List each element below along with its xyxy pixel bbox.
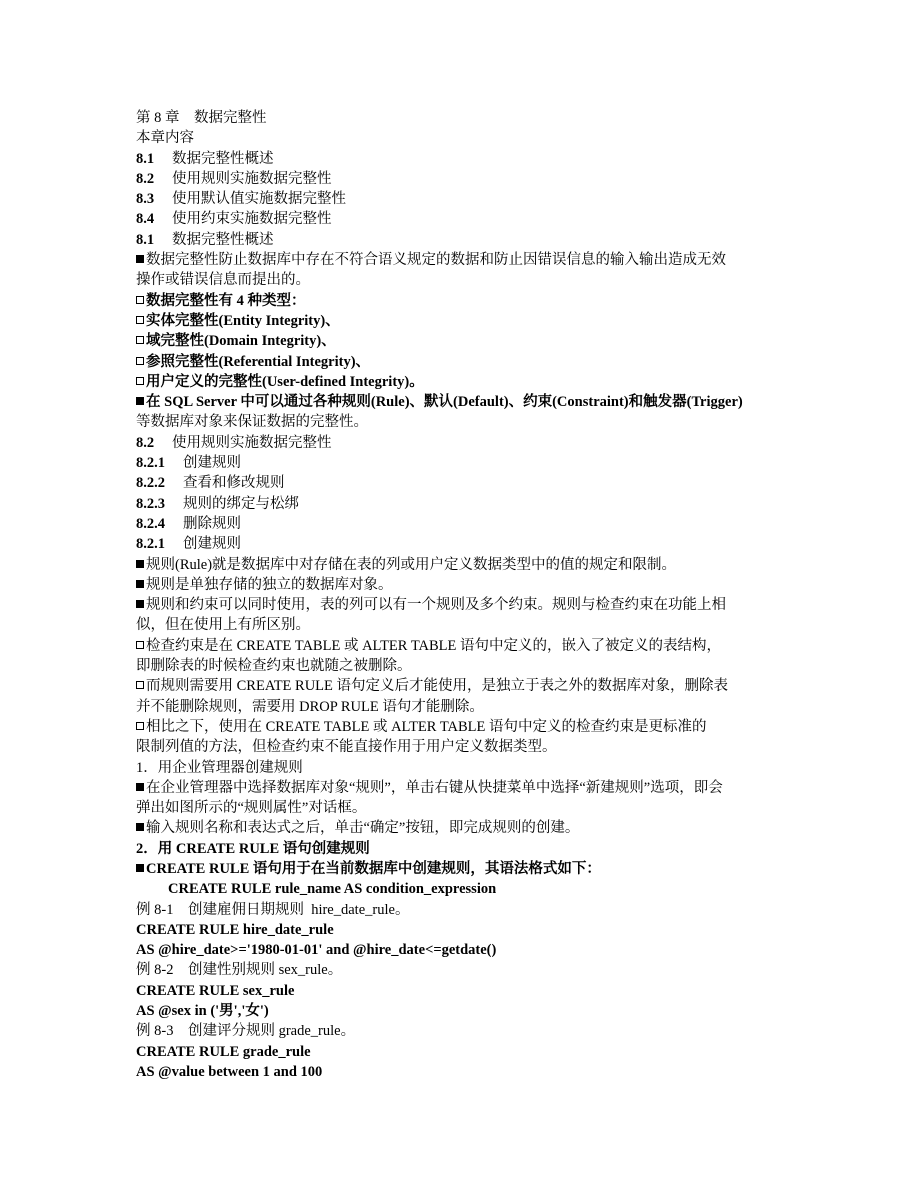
- bullet-line: [136, 575, 796, 595]
- subsection-item: [136, 453, 796, 473]
- bullet-text: CREATE RULE 语句用于在当前数据库中创建规则，其语法格式如下：: [146, 860, 601, 877]
- hollow-square-bullet-icon: [136, 641, 144, 649]
- example-caption: 例 8-3 创建评分规则 grade_rule。: [136, 1023, 356, 1040]
- sub-bullet-text: 而规则需要用 CREATE RULE 语句定义后才能使用，是独立于表之外的数据库对象，删除表: [146, 678, 729, 695]
- sub-bullet-line: [136, 636, 796, 656]
- subsection-title: 创建规则: [183, 536, 241, 553]
- toc-number: 8.2: [136, 170, 155, 187]
- hollow-square-bullet-icon: [136, 681, 144, 689]
- filled-square-bullet-icon: [136, 864, 144, 872]
- section-title: 数据完整性概述: [172, 231, 274, 248]
- code-line: AS @value between 1 and 100: [136, 1063, 323, 1080]
- filled-square-bullet-icon: [136, 560, 144, 568]
- paragraph-line: [136, 392, 796, 412]
- contents-heading: 本章内容: [136, 130, 194, 147]
- subsection-title: 删除规则: [183, 515, 241, 532]
- hollow-square-bullet-icon: [136, 316, 144, 324]
- chapter-title: 第 8 章 数据完整性: [136, 110, 267, 126]
- subsection-item: [136, 473, 796, 493]
- hollow-square-bullet-icon: [136, 722, 144, 730]
- document-page: [136, 108, 796, 1082]
- sub-bullet-line: 限制列值的方法，但检查约束不能直接作用于用户定义数据类型。: [136, 739, 557, 756]
- subsection-title: 规则的绑定与松绑: [183, 495, 299, 512]
- bullet-line: [136, 859, 796, 879]
- list-text: 用户定义的完整性(User-defined Integrity)。: [146, 373, 424, 390]
- section-number: 8.2: [136, 434, 155, 451]
- hollow-square-bullet-icon: [136, 357, 144, 365]
- toc-title: 数据完整性概述: [172, 150, 274, 167]
- toc-item: [136, 149, 796, 169]
- toc-title: 使用默认值实施数据完整性: [172, 191, 346, 208]
- list-text: 参照完整性(Referential Integrity)、: [146, 353, 371, 370]
- filled-square-bullet-icon: [136, 600, 144, 608]
- list-text: 域完整性(Domain Integrity)、: [146, 333, 336, 350]
- toc-item: [136, 209, 796, 229]
- paragraph-line: [136, 250, 796, 270]
- sub-bullet-text: 相比之下，使用在 CREATE TABLE 或 ALTER TABLE 语句中定义的检查约束是更标准的: [146, 718, 707, 735]
- section-title: 使用规则实施数据完整性: [172, 434, 332, 451]
- bullet-line: [136, 555, 796, 575]
- bullet-text: 规则是单独存储的独立的数据库对象。: [146, 576, 393, 593]
- paragraph-text: 数据完整性防止数据库中存在不符合语义规定的数据和防止因错误信息的输入输出造成无效: [146, 252, 726, 269]
- toc-item: [136, 169, 796, 189]
- bullet-line: [136, 778, 796, 798]
- sub-bullet-line: 并不能删除规则，需要用 DROP RULE 语句才能删除。: [136, 698, 484, 715]
- toc-number: 8.4: [136, 211, 155, 228]
- filled-square-bullet-icon: [136, 823, 144, 831]
- subsection-item: [136, 514, 796, 534]
- hollow-square-bullet-icon: [136, 296, 144, 304]
- bullet-line: 弹出如图所示的“规则属性”对话框。: [136, 800, 367, 817]
- bullet-line: [136, 818, 796, 838]
- subsection-title: 查看和修改规则: [183, 475, 285, 492]
- subsection-number: 8.2.4: [136, 515, 165, 532]
- paragraph-text: 在 SQL Server 中可以通过各种规则(Rule)、默认(Default)、约束(Constraint)和触发器(Trigger): [146, 394, 743, 411]
- toc-number: 8.3: [136, 191, 155, 208]
- subsection-number: 8.2.2: [136, 475, 165, 492]
- syntax-code: CREATE RULE rule_name AS condition_expression: [168, 881, 497, 898]
- subsection-title: 创建规则: [183, 455, 241, 472]
- code-line: AS @sex in ('男','女'): [136, 1003, 269, 1020]
- example-caption: 例 8-1 创建雇佣日期规则 hire_date_rule。: [136, 901, 410, 918]
- list-text: 实体完整性(Entity Integrity)、: [146, 312, 340, 329]
- subsection-number: 8.2.1: [136, 536, 165, 553]
- filled-square-bullet-icon: [136, 255, 144, 263]
- code-line: CREATE RULE hire_date_rule: [136, 921, 334, 938]
- list-item: [136, 372, 796, 392]
- bullet-line: 似，但在使用上有所区别。: [136, 617, 310, 634]
- subsection-item: [136, 494, 796, 514]
- toc-number: 8.1: [136, 150, 155, 167]
- list-item: [136, 352, 796, 372]
- code-line: CREATE RULE sex_rule: [136, 982, 295, 999]
- sub-bullet-line: [136, 676, 796, 696]
- list-item: [136, 311, 796, 331]
- part-heading: 2．用 CREATE RULE 语句创建规则: [136, 840, 370, 857]
- section-heading: [136, 230, 796, 250]
- bullet-text: 规则(Rule)就是数据库中对存储在表的列或用户定义数据类型中的值的规定和限制。: [146, 556, 677, 573]
- list-item: [136, 331, 796, 351]
- toc-title: 使用约束实施数据完整性: [172, 211, 332, 228]
- hollow-square-bullet-icon: [136, 377, 144, 385]
- subsection-number: 8.2.1: [136, 455, 165, 472]
- toc-title: 使用规则实施数据完整性: [172, 170, 332, 187]
- sub-bullet-text: 检查约束是在 CREATE TABLE 或 ALTER TABLE 语句中定义的，嵌入了被定义的表结构，: [146, 637, 721, 654]
- sub-bullet-line: 即删除表的时候检查约束也就随之被删除。: [136, 658, 412, 675]
- list-item: [136, 291, 796, 311]
- filled-square-bullet-icon: [136, 580, 144, 588]
- paragraph-line: 等数据库对象来保证数据的完整性。: [136, 414, 368, 431]
- hollow-square-bullet-icon: [136, 336, 144, 344]
- paragraph-line: 操作或错误信息而提出的。: [136, 272, 310, 289]
- code-line: AS @hire_date>='1980-01-01' and @hire_date<=getdate(): [136, 942, 497, 959]
- subsection-heading: [136, 534, 796, 554]
- subsection-number: 8.2.3: [136, 495, 165, 512]
- code-line: CREATE RULE grade_rule: [136, 1043, 311, 1060]
- sub-bullet-line: [136, 717, 796, 737]
- bullet-text: 输入规则名称和表达式之后，单击“确定”按钮，即完成规则的创建。: [146, 820, 580, 837]
- bullet-text: 在企业管理器中选择数据库对象“规则”，单击右键从快捷菜单中选择“新建规则”选项，即会: [146, 779, 723, 796]
- list-text: 数据完整性有 4 种类型：: [146, 292, 306, 309]
- filled-square-bullet-icon: [136, 783, 144, 791]
- bullet-line: [136, 595, 796, 615]
- bullet-text: 规则和约束可以同时使用，表的列可以有一个规则及多个约束。规则与检查约束在功能上相: [146, 597, 726, 614]
- section-number: 8.1: [136, 231, 155, 248]
- filled-square-bullet-icon: [136, 397, 144, 405]
- section-heading: [136, 433, 796, 453]
- toc-item: [136, 189, 796, 209]
- part-heading: 1．用企业管理器创建规则: [136, 759, 303, 776]
- example-caption: 例 8-2 创建性别规则 sex_rule。: [136, 962, 343, 979]
